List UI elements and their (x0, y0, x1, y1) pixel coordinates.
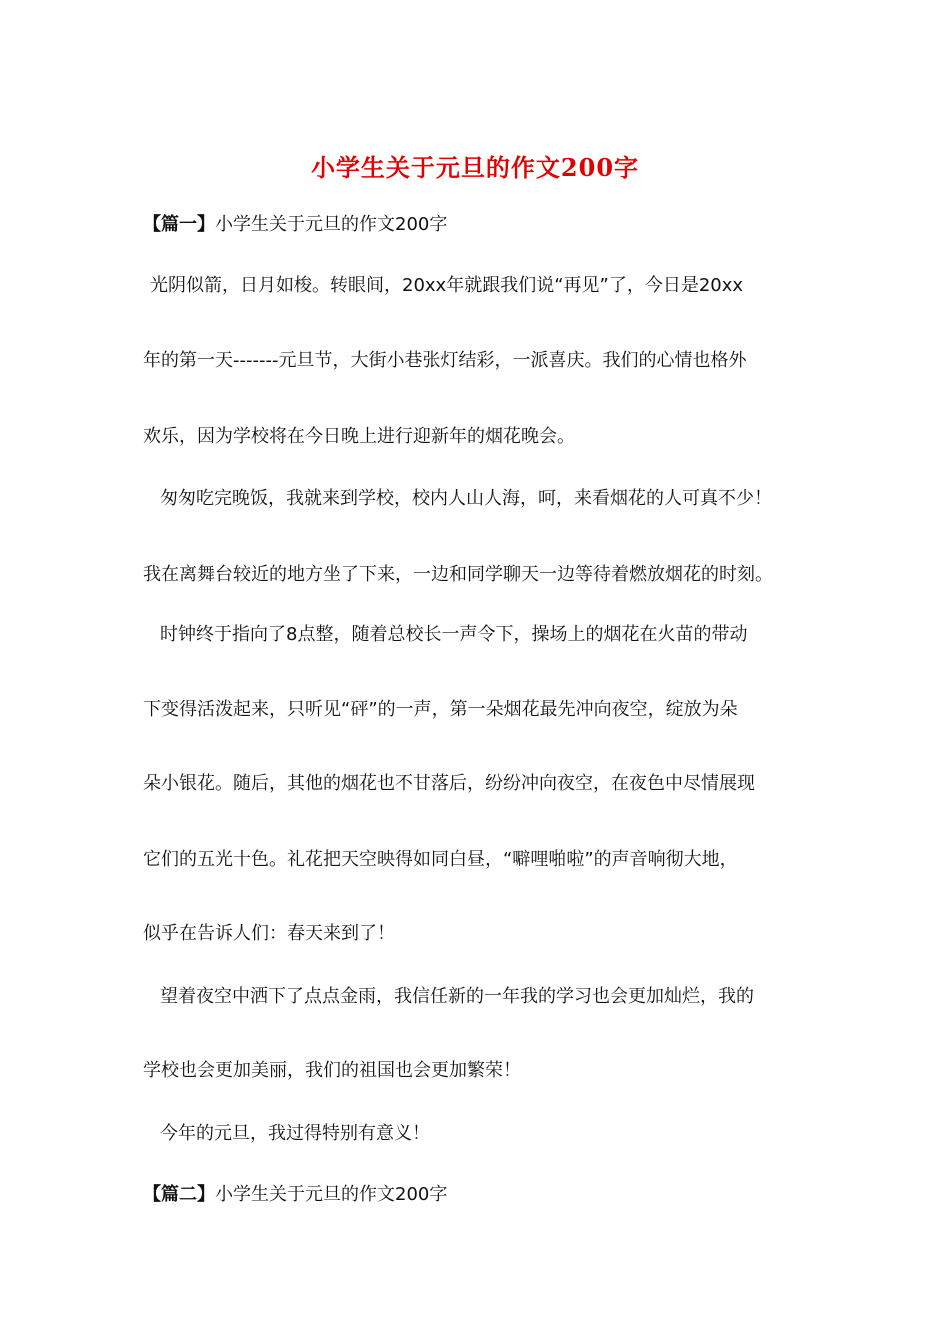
paragraph-line: 它们的五光十色。礼花把天空映得如同白昼，“噼哩啪啦”的声音响彻大地， (143, 849, 738, 870)
paragraph-line: 学校也会更加美丽，我们的祖国也会更加繁荣！ (143, 1060, 521, 1081)
paragraph-line: 似乎在告诉人们：春天来到了！ (143, 923, 395, 944)
section-heading-text: 小学生关于元旦的作文200字 (215, 214, 448, 235)
paragraph-line: 我在离舞台较近的地方坐了下来，一边和同学聊天一边等待着燃放烟花的时刻。 (143, 564, 773, 585)
paragraph-line: 匆匆吃完晚饭，我就来到学校，校内人山人海，呵，来看烟花的人可真不少！ (160, 488, 772, 509)
section-heading-tag: 【篇二】 (143, 1184, 215, 1205)
paragraph-line: 今年的元旦，我过得特别有意义！ (160, 1123, 430, 1144)
section-heading-1 (143, 211, 447, 239)
paragraph-line: 年的第一天-------元旦节，大街小巷张灯结彩，一派喜庆。我们的心情也格外 (143, 350, 747, 371)
paragraph-line: 望着夜空中洒下了点点金雨，我信任新的一年我的学习也会更加灿烂，我的 (160, 986, 754, 1007)
paragraph-line: 时钟终于指向了8点整，随着总校长一声令下，操场上的烟花在火苗的带动 (160, 624, 748, 645)
section-heading-2 (143, 1181, 447, 1209)
section-heading-tag: 【篇一】 (143, 214, 215, 235)
document-title: 小学生关于元旦的作文200字 (310, 153, 640, 182)
paragraph-line: 光阴似箭，日月如梭。转眼间，20xx年就跟我们说“再见”了，今日是20xx (150, 275, 744, 296)
paragraph-line: 朵小银花。随后，其他的烟花也不甘落后，纷纷冲向夜空，在夜色中尽情展现 (143, 773, 755, 794)
paragraph-line: 欢乐，因为学校将在今日晚上进行迎新年的烟花晚会。 (143, 426, 575, 447)
section-heading-text: 小学生关于元旦的作文200字 (215, 1184, 448, 1205)
paragraph-line: 下变得活泼起来，只听见“砰”的一声，第一朵烟花最先冲向夜空，绽放为朵 (143, 699, 738, 720)
